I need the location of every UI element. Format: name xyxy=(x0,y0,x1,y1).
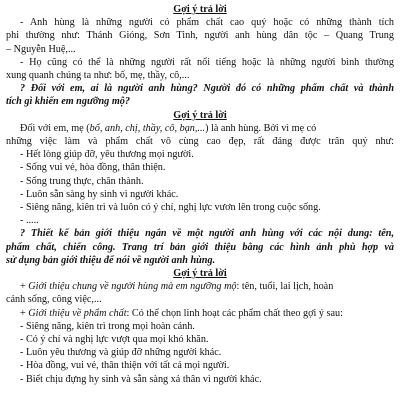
guide-text: + xyxy=(20,307,29,319)
guide-text: : Có thể chọn linh hoạt các phẩm chất theo gợi ý sau: xyxy=(126,307,343,319)
guide-text: : tên, tuổi, lai lịch, hoàn xyxy=(236,281,334,293)
guide-text: + xyxy=(20,281,29,293)
question-2-line: ? Thiết kế bản giới thiệu ngắn về một người anh hùng với các nội dung: tên, xyxy=(20,228,394,240)
paragraph-line: phi thường như: Thánh Gióng, Sơn Tinh, người anh hùng dân tộc – Quang Trung xyxy=(6,30,394,42)
list-item: - Luôn sẵn sàng hy sinh vì người khác. xyxy=(20,188,179,200)
list-item: - Hết lòng giúp đỡ, yêu thương mọi người. xyxy=(20,149,194,161)
guide-italic-text: Giới thiệu chung về người hùng mà em ngưỡng mộ xyxy=(28,281,237,293)
list-item: - ..... xyxy=(20,215,39,227)
list-item: - Sống vui vẻ, hòa đồng, thân thiện. xyxy=(20,162,166,174)
paragraph-line: – Nguyễn Huệ,... xyxy=(6,43,76,55)
paragraph-line: xung quanh chúng ta như: bố, mẹ, thầy, cô,... xyxy=(6,70,190,82)
heading-suggested-answer-1: Gợi ý trả lời xyxy=(173,4,227,15)
list-item: - Siêng năng, kiên trì trong mọi hoàn cảnh. xyxy=(20,320,195,332)
guide-line: cảnh sống, công việc,... xyxy=(6,294,102,306)
guide-italic-text: Giới thiệu về phẩm chất xyxy=(28,307,127,319)
guide-line xyxy=(6,307,394,320)
answer-text: ) là anh hùng. Bởi vì mẹ có xyxy=(205,122,317,134)
list-item: - Luôn yêu thương và giúp đỡ những người khác. xyxy=(20,347,222,359)
answer-line xyxy=(6,122,394,135)
list-item: - Có ý chí và nghị lực vượt qua mọi khó khăn. xyxy=(20,334,209,346)
paragraph-line: - Họ cũng có thể là những người rất nổi tiếng hoặc là những người bình thường xyxy=(20,56,394,68)
paragraph-line: - Anh hùng là những người có phẩm chất cao quý hoặc có những thành tích xyxy=(20,17,394,29)
question-2-line: sử dụng bản giới thiệu để nói về người anh hùng. xyxy=(6,254,216,266)
question-1-line: ? Đối với em, ai là người anh hùng? Người đó có những phẩm chất và thành xyxy=(20,83,394,95)
list-item: - Biết chịu đựng hy sinh và sẵn sàng xả thân vì người khác. xyxy=(20,373,262,385)
answer-text: Đối với em, mẹ ( xyxy=(20,122,90,134)
heading-suggested-answer-3: Gợi ý trả lời xyxy=(173,268,227,280)
guide-line xyxy=(6,280,394,293)
list-item: - Hòa đồng, vui vẻ, thân thiện với tất cả mọi người. xyxy=(20,360,230,372)
list-item: - Sống trung thực, chân thành. xyxy=(20,175,144,187)
answer-italic-text: bố, anh, chị, thầy, cô, bạn,... xyxy=(89,122,206,134)
list-item: - Siêng năng, kiên trì và luôn có ý chí, nghị lực vươn lên trong cuộc sống. xyxy=(20,202,321,214)
answer-line: những việc làm và phẩm chất vô cùng cao đẹp, rất đáng được trân quý như: xyxy=(6,136,394,148)
heading-suggested-answer-2: Gợi ý trả lời xyxy=(173,109,227,121)
question-1-line: tích gì khiến em ngưỡng mộ? xyxy=(6,96,130,108)
question-2-line: phẩm chất, chiến công. Trang trí bản giới thiệu bằng các hình ảnh phù hợp và xyxy=(6,241,394,253)
